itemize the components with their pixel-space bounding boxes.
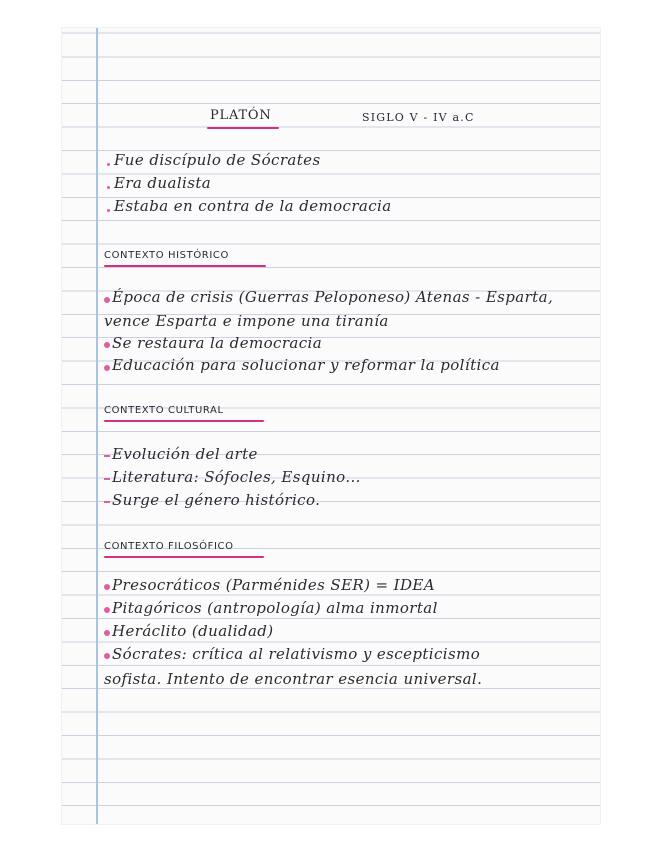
margin-line — [96, 28, 98, 824]
section-heading-cultural: CONTEXTO CULTURAL — [104, 405, 224, 416]
page-title: PLATÓN — [210, 108, 272, 123]
filosofico-line: Pitagóricos (antropología) alma inmortal — [112, 599, 438, 617]
historico-line: Época de crisis (Guerras Peloponeso) Atenas - Esparta, — [112, 288, 554, 306]
filosofico-line: Heráclito (dualidad) — [112, 622, 274, 640]
notebook-page — [62, 28, 600, 824]
bullet-dot — [104, 365, 110, 371]
filosofico-line: sofista. Intento de encontrar esencia universal. — [104, 670, 483, 688]
title-underline — [207, 127, 279, 129]
bullet-dot — [104, 630, 110, 636]
cultural-line: Evolución del arte — [112, 445, 258, 463]
bullet-dot — [104, 297, 110, 303]
bullet-dot — [104, 584, 110, 590]
intro-line: Fue discípulo de Sócrates — [114, 151, 321, 169]
bullet-dot — [107, 163, 110, 166]
period-label: SIGLO V - IV a.C — [362, 111, 475, 124]
bullet-dash — [104, 455, 110, 457]
bullet-dot — [104, 653, 110, 659]
bullet-dot — [107, 186, 110, 189]
filosofico-line: Sócrates: crítica al relativismo y escepticismo — [112, 645, 481, 663]
historico-line: Se restaura la democracia — [112, 334, 323, 352]
intro-line: Era dualista — [114, 174, 212, 192]
historico-line: Educación para solucionar y reformar la política — [112, 356, 500, 374]
intro-line: Estaba en contra de la democracia — [114, 197, 392, 215]
section-heading-historico: CONTEXTO HISTÓRICO — [104, 250, 229, 261]
section-underline — [104, 556, 264, 558]
bullet-dot — [107, 209, 110, 212]
historico-line: vence Esparta e impone una tiranía — [104, 312, 389, 330]
cultural-line: Literatura: Sófocles, Esquino... — [112, 468, 361, 486]
section-heading-filosofico: CONTEXTO FILOSÓFICO — [104, 541, 234, 552]
bullet-dot — [104, 342, 110, 348]
section-underline — [104, 420, 264, 422]
bullet-dot — [104, 607, 110, 613]
filosofico-line: Presocráticos (Parménides SER) = IDEA — [112, 576, 436, 594]
bullet-dash — [104, 478, 110, 480]
bullet-dash — [104, 501, 110, 503]
cultural-line: Surge el género histórico. — [112, 491, 321, 509]
section-underline — [104, 265, 266, 267]
